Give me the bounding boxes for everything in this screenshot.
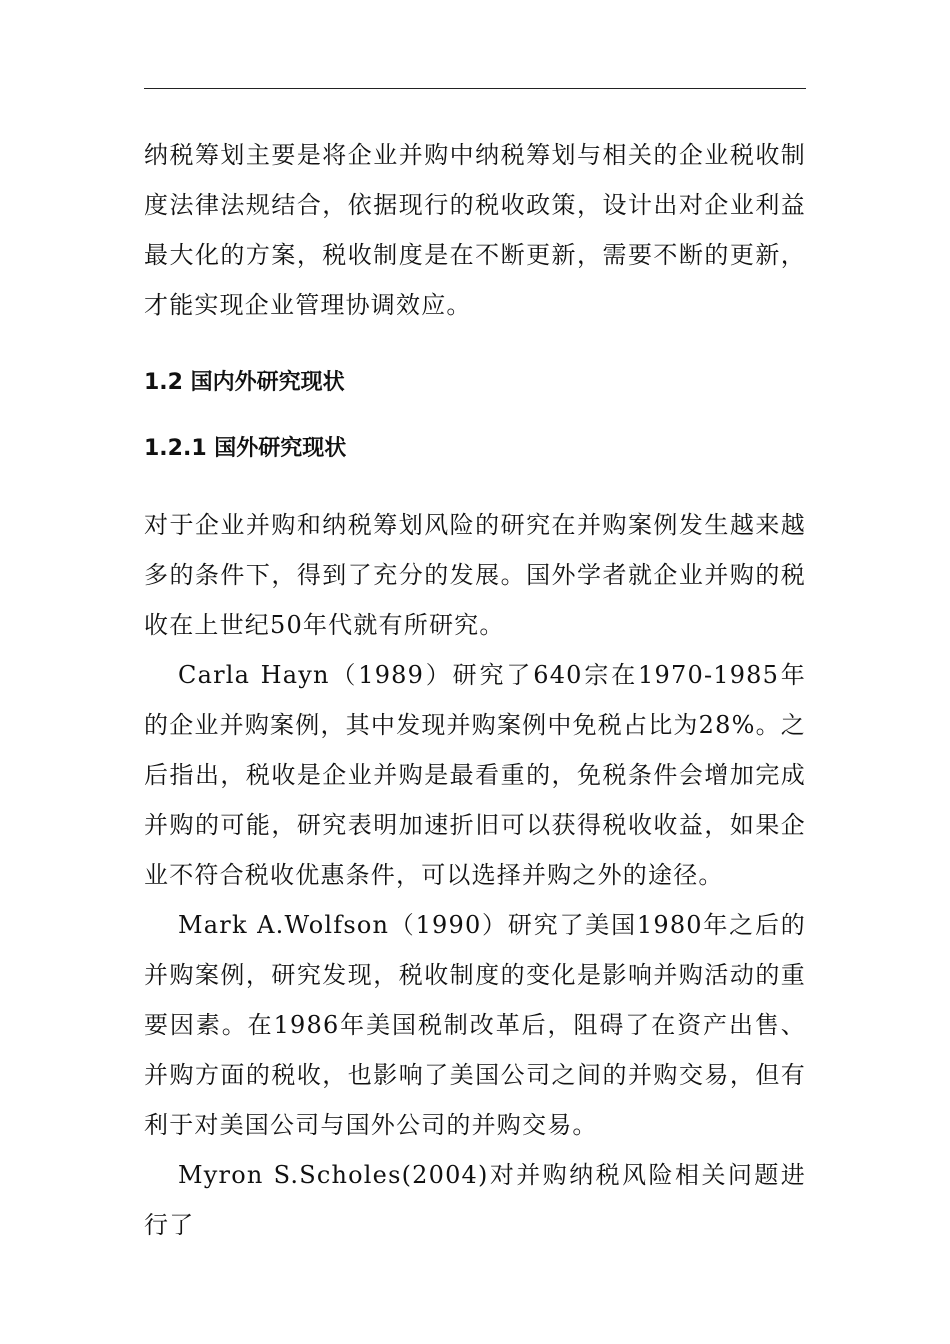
paragraph-carla-hayn: Carla Hayn（1989）研究了640宗在1970-1985年的企业并购案例，其中发现并购案例中免税占比为28%。之后指出，税收是企业并购是最看重的，免税条件会增加完成并购的可能，研究表明加速折旧可以获得税收收益，如果企业不符合税收优惠条件，可以选择并购之外的途径。	[144, 661, 806, 889]
paragraph-myron-scholes: Myron S.Scholes(2004)对并购纳税风险相关问题进行了	[144, 1161, 806, 1239]
header-rule	[144, 88, 806, 89]
paragraph-overview: 对于企业并购和纳税筹划风险的研究在并购案例发生越来越多的条件下，得到了充分的发展。国外学者就企业并购的税收在上世纪50年代就有所研究。	[144, 511, 806, 639]
subsection-heading: 1.2.1 国外研究现状	[144, 436, 347, 461]
paragraph-mark-wolfson: Mark A.Wolfson（1990）研究了美国1980年之后的并购案例，研究发现，税收制度的变化是影响并购活动的重要因素。在1986年美国税制改革后，阻碍了在资产出售、并购方面的税收，也影响了美国公司之间的并购交易，但有利于对美国公司与国外公司的并购交易。	[144, 911, 806, 1139]
paragraph-intro: 纳税筹划主要是将企业并购中纳税筹划与相关的企业税收制度法律法规结合，依据现行的税收政策，设计出对企业利益最大化的方案，税收制度是在不断更新，需要不断的更新，才能实现企业管理协调效应。	[144, 141, 806, 319]
section-heading: 1.2 国内外研究现状	[144, 370, 345, 395]
document-body	[144, 130, 806, 1250]
